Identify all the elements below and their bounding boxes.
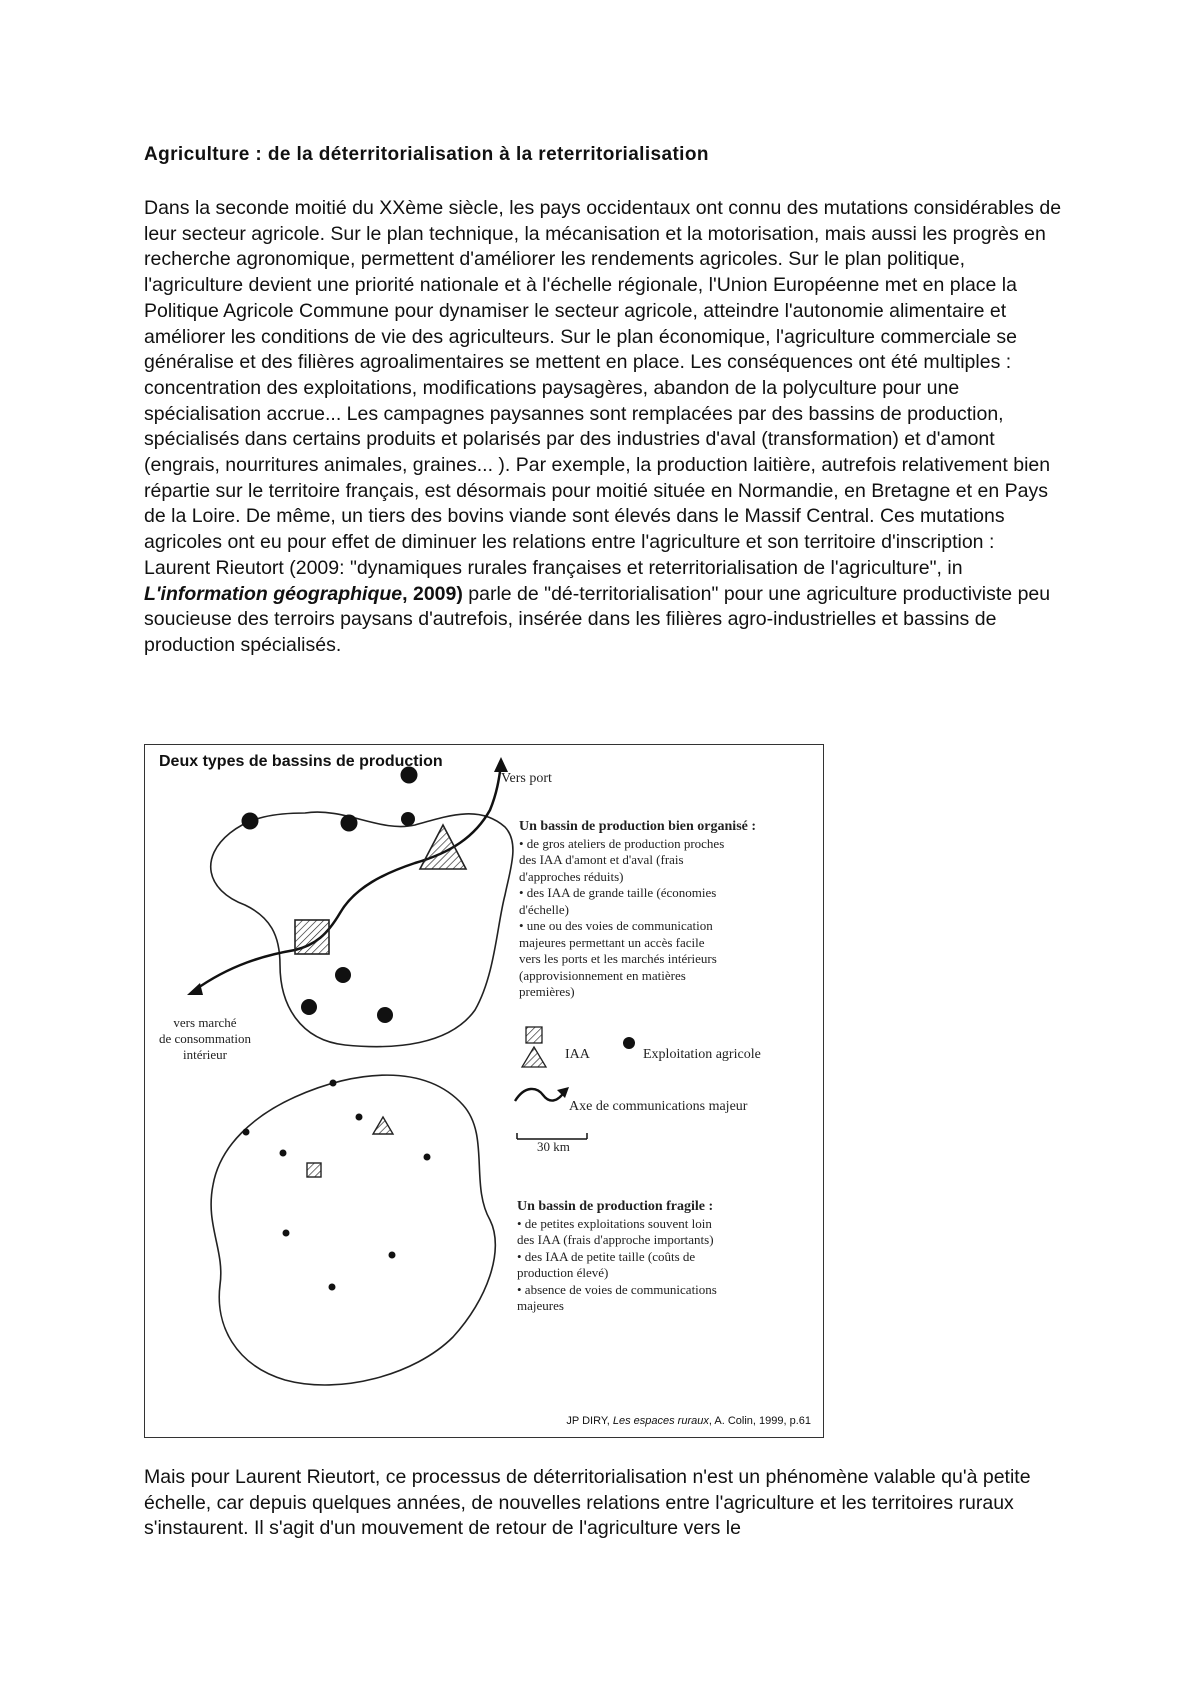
farm-large-3 bbox=[341, 815, 358, 832]
page-title: Agriculture : de la déterritorialisation à la reterritorialisation bbox=[144, 144, 709, 165]
legend-iaa-label: IAA bbox=[565, 1047, 590, 1062]
fragile-basin-outline bbox=[211, 1075, 495, 1385]
farm-small-5 bbox=[424, 1154, 431, 1161]
farm-large-4 bbox=[401, 812, 415, 826]
farm-small-6 bbox=[283, 1230, 290, 1237]
farm-large-2 bbox=[242, 813, 259, 830]
figure-title: Deux types de bassins de production bbox=[159, 753, 443, 770]
major-axis-line bbox=[195, 765, 501, 990]
intro-text-2: parle de "dé-territorialisation" pour une agriculture productiviste peu soucieuse des terroirs paysans d'autrefois, insérée dans les filières agro-industrielles et bassins de production spécialisés. bbox=[144, 582, 1051, 656]
organized-basin-outline bbox=[211, 812, 513, 1047]
figure-source: JP DIRY, Les espaces ruraux, A. Colin, 1999, p.61 bbox=[566, 1415, 811, 1427]
axis-arrow-top bbox=[494, 757, 508, 772]
legend-axe-label: Axe de communications majeur bbox=[569, 1099, 748, 1114]
legend-iaa-triangle-icon bbox=[522, 1047, 546, 1067]
vers-marche-label: vers marché de consommation intérieur bbox=[158, 1015, 252, 1062]
fragile-basin-description: Un bassin de production fragile : • de petites exploitations souvent loin des IAA (frais d'approche importants) • des IAA de petite taille (coûts de production élevé) • absence de voies de communications majeures bbox=[517, 1199, 817, 1315]
farm-small-3 bbox=[356, 1114, 363, 1121]
legend-axis-arrow-icon bbox=[557, 1087, 569, 1098]
iaa-triangle-large bbox=[420, 825, 466, 869]
organized-basin-heading: Un bassin de production bien organisé : bbox=[519, 819, 757, 834]
farm-large-6 bbox=[301, 999, 317, 1015]
farm-small-1 bbox=[330, 1080, 337, 1087]
farm-small-4 bbox=[280, 1150, 287, 1157]
legend-farm-icon bbox=[623, 1037, 635, 1049]
iaa-triangle-small bbox=[373, 1117, 393, 1134]
farm-small-7 bbox=[389, 1252, 396, 1259]
scale-label: 30 km bbox=[537, 1139, 570, 1154]
closing-paragraph: Mais pour Laurent Rieutort, ce processus de déterritorialisation n'est un phénomène valable qu'à petite échelle, car depuis quelques années, de nouvelles relations entre l'agriculture et les territoires ruraux s'instaurent. Il s'agit d'un mouvement de retour de l'agriculture vers le bbox=[144, 1466, 1031, 1540]
journal-title: L'information géographique bbox=[144, 582, 403, 605]
farm-small-8 bbox=[329, 1284, 336, 1291]
farm-large-5 bbox=[335, 967, 351, 983]
vers-port-label: Vers port bbox=[501, 771, 552, 786]
iaa-square-large bbox=[295, 920, 329, 954]
intro-paragraph bbox=[144, 196, 1064, 659]
farm-large-7 bbox=[377, 1007, 393, 1023]
legend-axis-icon bbox=[515, 1089, 565, 1101]
legend-iaa-square-icon bbox=[526, 1027, 542, 1043]
fragile-basin-heading: Un bassin de production fragile : bbox=[517, 1199, 714, 1214]
production-basins-figure bbox=[144, 744, 824, 1438]
farm-small-2 bbox=[243, 1129, 250, 1136]
journal-year: , 2009) bbox=[402, 582, 463, 605]
intro-text-1: Dans la seconde moitié du XXème siècle, les pays occidentaux ont connu des mutations considérables de leur secteur agricole. Sur le plan technique, la mécanisation et la motorisation, mais aussi les progrès en recherche agronomique, permettent d'améliorer les rendements agricoles. Sur le plan politique, l'agriculture devient une priorité nationale et à l'échelle régionale, l'Union Européenne met en place la Politique Agricole Commune pour dynamiser le secteur agricole, atteindre l'autonomie alimentaire et améliorer les conditions de vie des agriculteurs. Sur le plan économique, l'agriculture commerciale se généralise et des filières agroalimentaires se mettent en place. Les conséquences ont été multiples : concentration des exploitations, modifications paysagères, abandon de la polyculture pour une spécialisation accrue... Les campagnes paysannes sont remplacées par des bassins de production, spécialisés dans certains produits et polarisés par des industries d'aval (transformation) et d'amont (engrais, nourritures animales, graines... ). Par exemple, la production laitière, autrefois relativement bien répartie sur le territoire français, est désormais pour moitié située en Normandie, en Bretagne et en Pays de la Loire. De même, un tiers des bovins viande sont élevés dans le Massif Central. Ces mutations agricoles ont eu pour effet de diminuer les relations entre l'agriculture et son territoire d'inscription : Laurent Rieutort (2009: "dynamiques rurales françaises et reterritorialisation de l'agriculture", in bbox=[144, 197, 1062, 579]
legend-exploitation-label: Exploitation agricole bbox=[643, 1047, 761, 1062]
organized-basin-description: Un bassin de production bien organisé : • de gros ateliers de production proches des IAA d'amont et d'aval (frais d'approches réduits) • des IAA de grande taille (économies d'échelle) • une ou des voies de communication majeures permettant un accès facile vers les ports et les marchés intérieurs (approvisionnement en matières premières) bbox=[519, 819, 819, 1001]
iaa-square-small bbox=[307, 1163, 321, 1177]
